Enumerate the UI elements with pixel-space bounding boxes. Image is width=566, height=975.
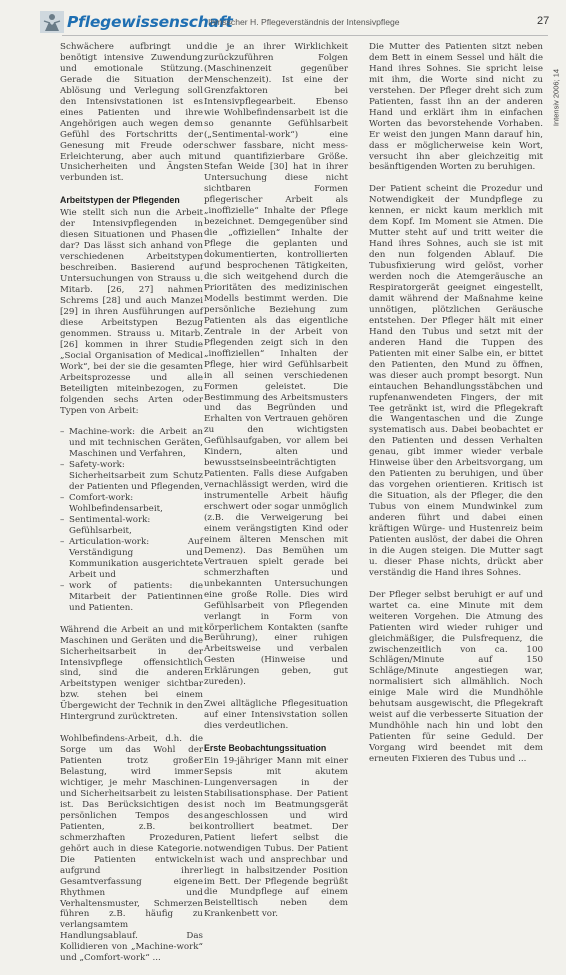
page-number: 27 bbox=[537, 15, 550, 27]
text-column-3 bbox=[369, 42, 543, 776]
running-title: Ihmsscher H. Pflegeverständnis der Intensivpflege bbox=[208, 17, 400, 27]
header-divider bbox=[62, 35, 548, 36]
side-citation-text: Intensiv 2006; 14 bbox=[551, 68, 561, 127]
paragraph: Zwei alltägliche Pflegesituation auf einer Intensivstation sollen dies verdeutlichen. bbox=[204, 699, 348, 732]
paragraph: Die Mutter des Patienten sitzt neben dem Bett in einem Sessel und hält die Hand ihres Sohnes. Sie spricht leise mit ihm, die Worte sind nicht zu verstehen. Der Pfleger dreht sich zum Patienten, fasst ihn an der anderen Hand und erklärt ihm in einfachen Worten das bevorstehende Vorhaben. Er weist den jungen Mann darauf hin, dass er möglicherweise kein Wort, versucht ihn aber gleichzeitig mit besänftigenden Worten zu beruhigen. bbox=[369, 42, 543, 173]
text-column-2 bbox=[204, 42, 348, 931]
paragraph: Wie stellt sich nun die Arbeit der Intensivpflegenden in diesen Situationen und Phasen dar? Das lässt sich anhand von verschiedenen Arbeitstypen beschreiben. Basierend auf Untersuchungen von Strauss u. Mitarb. [26, 27] nahmen Schrems [28] und auch Manzei [29] in ihren Ausführungen auf diese Arbeitstypen Bezug genommen. Strauss u. Mitarb. [26] kommen in ihrer Studie „Social Organisation of Medical Work“, bei der sie die gesamten Arbeitsprozesse und alle Beteiligten miteinbezogen, zu folgenden sechs Arten oder Typen von Arbeit: bbox=[60, 208, 203, 416]
work-types-list bbox=[60, 427, 203, 613]
paragraph: Der Patient scheint die Prozedur und Notwendigkeit der Mundpflege zu kennen, er nickt kaum merklich mit dem Kopf. Im Moment sie Atmen. Die Mutter steht auf und tritt weiter die Hand ihres Sohnes, auch sie ist mit den nun folgenden Ablauf. Die Tubusfixierung wird gelöst, vorher werden noch die Atemgeräusche an Respiratorgerät geeignet eingestellt, damit während der Maßnahme keine unnötigen, plötzlichen Geräusche entstehen. Der Pfleger hält mit einer Hand den Tubus und setzt mit der anderen Hand die Tuppen des Patienten mit einer Salbe ein, er bittet den Patienten, den Mund zu öffnen, was dieser auch prompt besorgt. Nun eintauchen Behandlungsstäbchen und rupfenanwendeten Fingers, der mit Tee getränkt ist, wird die Pflegekraft die Wangentaschen und die Zunge systematisch aus. Dabei beobachtet er den Patienten und dessen Verhalten genau, gibt immer wieder verbale Hinweise über den Arbeitsvorgang, um den Patienten zu beruhigen, und über das vorgehen orientieren. Kritisch ist die Situation, als der Pfleger, die den Tubus von einem Mundwinkel zum anderen führt und dabei einen kräftigen Würge- und Hustenreiz beim Patienten auslöst, der dabei die Ohren in die Augen steigen. Die Mutter sagt u. dieser Phase nichts, drückt aber verständig die Hand ihres Sohnes. bbox=[369, 184, 543, 578]
list-item: – Articulation-work: Auf Verständigung und Kommunikation ausgerichtete Arbeit und bbox=[60, 537, 203, 581]
paragraph: Schwächere aufbringt und benötigt intensive Zuwendung und emotionale Stützung. Gerade die Situation der Ablösung und Verlegung soll den Intensivstationen ist es eines Patienten und ihre Angehörigen auch wegen dem Gefühl des Fortschritts der Genesung mit Freude oder Erleichterung, aber auch mit Unsicherheiten und Ängsten verbunden ist. bbox=[60, 42, 203, 184]
paragraph: Ein 19-jähriger Mann mit einer Sepsis mit akutem Lungenversagen in der Stabilisationsphase. Der Patient ist noch im Beatmungsgerät angeschlossen und wird kontrolliert beatmet. Der Patient liefert selbst die notwendigen Tubus. Der Patient ist wach und ansprechbar und liegt in halbsitzender Position im Bett. Der Pflegende begrüßt die Mundpflege auf einem Beistelltisch neben dem Krankenbett vor. bbox=[204, 756, 348, 920]
paragraph: Der Pfleger selbst beruhigt er auf und wartet ca. eine Minute mit dem weiteren Vorgehen. Die Atmung des Patienten wird wieder ruhiger und gleichmäßiger, die Pulsfrequenz, die zwischenzeitlich von ca. 100 Schlägen/Minute auf 150 Schläge/Minute angestiegen war, normalisiert sich allmählich. Noch einige Male wird die Mundhöhle behutsam ausgewischt, die Pflegekraft weist auf die verbesserte Situation der Mundhöhle nach hin und lobt den Patienten für seine Geduld. Der Vorgang wird beendet mit dem erneuten Fixieren des Tubus und ... bbox=[369, 589, 543, 765]
list-item: – work of patients: die Mitarbeit der Patientinnen und Patienten. bbox=[60, 581, 203, 614]
text-column-1 bbox=[60, 42, 203, 975]
list-item: – Safety-work: Sicherheitsarbeit zum Schutz der Patienten und Pflegenden, bbox=[60, 460, 203, 493]
section-heading: Arbeitstypen der Pflegenden bbox=[60, 195, 180, 206]
journal-title: Pflegewissenschaft bbox=[67, 13, 233, 31]
side-citation bbox=[549, 55, 563, 145]
paragraph: Während die Arbeit an und mit Maschinen und Geräten und die Sicherheitsarbeit in der Intensivpflege offensichtlich sind, sind die anderen Arbeitstypen weniger sichtbar bzw. stehen bei einem Übergewicht der Technik in den Hintergrund zurücktreten. bbox=[60, 624, 203, 723]
paragraph: die je an ihrer Wirklichkeit zurückzuführen Folgen (Maschinenzeit gegenüber Menschenzeit). Ist eine der Grenzfaktoren bei Intensivpflegearbeit. Ebenso wie Wohlbefindensarbeit ist die so genannte Gefühlsarbeit („Sentimental-work“) eine schwer fassbare, nicht mess- und quantifizierbare Größe. Stefan Weide [30] hat in ihrer Untersuchung diese nicht sichtbaren Formen pflegerischer Arbeit als „inoffizielle“ Inhalte der Pflege bezeichnet. Demgegenüber sind die „offiziellen“ Inhalte der Pflege die geplanten und dokumentierten, kontrollierten und besprochenen Tätigkeiten, die sich weitgehend durch die Prioritäten des medizinischen Modells bestimmt werden. Die persönliche Beziehung zum Patienten als das eigentliche Zentrale in der Arbeit von Pflegenden zeigt sich in den „inoffiziellen“ Inhalten der Pflege, hier wird Gefühlsarbeit in all seinen verschiedenen Formen geleistet. Die Bestimmung des Arbeitsmusters und das Begründen und Erhalten von Vertrauen gehören zu den wichtigsten Gefühlsaufgaben, vor allem bei Kindern, alten und bewusstseinsbeeinträchtigten Patienten. Falls diese Aufgaben vernachlässigt werden, wird die instrumentelle Arbeit häufig erschwert oder sogar unmöglich (z.B. die Verweigerung bei einem verängstigten Kind oder einem älteren Menschen mit Demenz). Das Bemühen um Vertrauen spielt gerade bei schmerzhaften und unbekannten Untersuchungen eine große Rolle. Dies wird Gefühlsarbeit von Pflegenden verlangt in Form von körperlichem Kontakten (sanfte Berührung), einer ruhigen Arbeitsweise und verbalen Gesten (Hinweise und Erklärungen geben, gut zureden). bbox=[204, 42, 348, 688]
paragraph: Wohlbefindens-Arbeit, d.h. die Sorge um das Wohl der Patienten trotz großer Belastung, wird immer wichtiger, je mehr Maschinen- und Sicherheitsarbeit zu leisten ist. Das Berücksichtigen des persönlichen Tempos des Patienten, z.B. bei schmerzhaften Prozeduren, gehört auch in diese Kategorie. Die Patienten entwickeln aufgrund ihrer Gesamtverfassung eigene Rhythmen und Verhaltensmuster, Schmerzen führen z.B. häufig zu verlangsamtem Handlungsablauf. Das Kollidieren von „Machine-work“ und „Comfort-work“ ... bbox=[60, 734, 203, 964]
page-header bbox=[0, 0, 566, 36]
list-item: – Sentimental-work: Gefühlsarbeit, bbox=[60, 515, 203, 537]
section-heading: Erste Beobachtungssituation bbox=[204, 743, 327, 754]
list-item: – Comfort-work: Wohlbefindensarbeit, bbox=[60, 493, 203, 515]
list-item: – Machine-work: die Arbeit an und mit technischen Geräten, Maschinen und Verfahren, bbox=[60, 427, 203, 460]
journal-logo-icon bbox=[40, 11, 64, 33]
